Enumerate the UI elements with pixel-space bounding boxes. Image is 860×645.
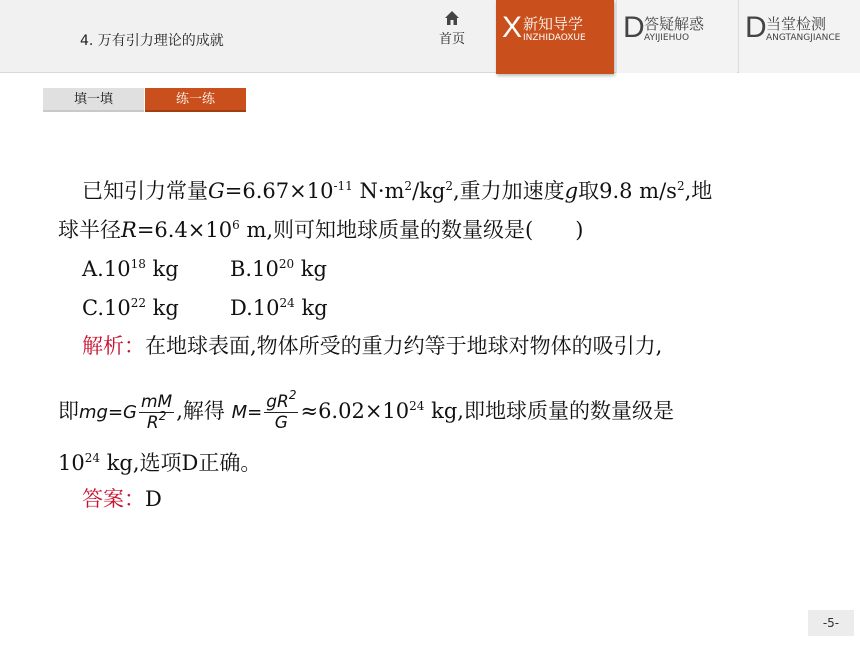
home-button[interactable] — [425, 6, 479, 66]
page-number: -5- — [808, 610, 854, 636]
option-a: $A.10^{18}$ kg — [82, 257, 179, 281]
tab-label: 答疑解惑 — [644, 15, 705, 33]
tab-letter: X — [502, 11, 523, 44]
answer-value: D — [145, 487, 162, 511]
header-bar — [0, 0, 860, 73]
lesson-title: 4. 万有引力理论的成就 — [80, 33, 224, 49]
option-b: $B.10^{20}$ kg — [230, 257, 327, 281]
solution-line-1: 解析：在地球表面,物体所受的重力约等于地球对物体的吸引力, — [82, 334, 663, 358]
question-line-2: 球半径$R=6.4\times 10^6$ m,则可知地球质量的数量级是( ) — [58, 218, 584, 242]
tab-label: 新知导学 — [523, 15, 584, 33]
option-c: $C.10^{22}$ kg — [82, 296, 179, 320]
subtab-fill[interactable]: 填一填 — [43, 88, 144, 112]
tab-letter: D — [745, 11, 767, 44]
fraction-gR2-G: $\frac{gR^2}{G}$ — [266, 388, 297, 433]
tab-pinyin: INZHIDAOXUE — [523, 33, 586, 43]
tab-label: 当堂检测 — [766, 15, 827, 33]
tab-pinyin: ANGTANGJIANCE — [766, 33, 841, 43]
fraction-mM-R2: $\frac{mM}{R^2}$ — [141, 392, 173, 433]
home-icon — [444, 10, 460, 26]
tab-xinzhidaoxue[interactable] — [496, 0, 614, 74]
subtab-practice[interactable]: 练一练 — [145, 88, 246, 112]
solution-line-3: $10^{24}$ kg,选项D正确。 — [58, 451, 262, 475]
solution-line-2: 即mg=G $\frac{mM}{R^2}$ ,解得 M= $\frac{gR^2}{G}$ $\approx 6.02\times 10^{24}$ kg,即地球质量的数量级是 — [58, 388, 674, 433]
answer-line — [82, 480, 162, 518]
tab-dayijiehuo[interactable] — [616, 0, 737, 73]
answer-label: 答案： — [82, 487, 145, 511]
tab-letter: D — [623, 11, 645, 44]
home-label: 首页 — [438, 32, 465, 47]
question-line-1: 已知引力常量$G=6.67\times 10^{-11}$ $N\cdot m^2/kg^2$,重力加速度g取9.8 $m/s^2$,地 — [82, 179, 713, 203]
tab-dangtangjiance[interactable] — [738, 0, 860, 73]
solution-label: 解析： — [82, 334, 145, 358]
option-d: $D.10^{24}$ kg — [230, 296, 328, 320]
tab-pinyin: AYIJIEHUO — [644, 33, 690, 43]
